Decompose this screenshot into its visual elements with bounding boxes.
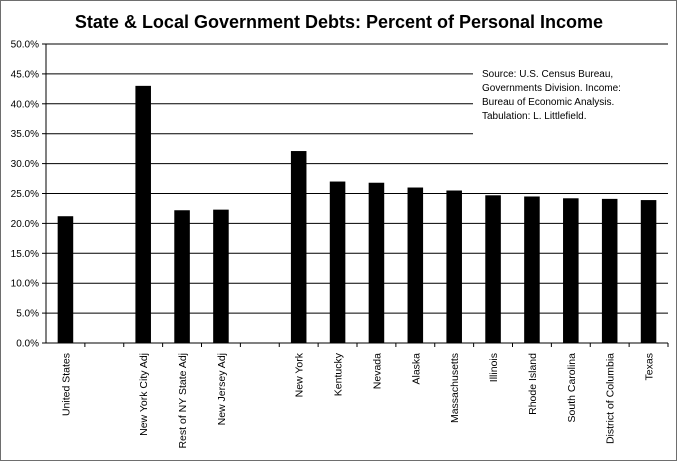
- x-category-label: Rest of NY State Adj: [177, 353, 190, 449]
- x-category-label: Alaska: [410, 353, 423, 385]
- y-tick-label: 20.0%: [10, 218, 39, 230]
- bar: [291, 151, 307, 343]
- bar: [369, 183, 385, 343]
- annotation-line: Bureau of Economic Analysis.: [482, 97, 615, 108]
- y-tick-label: 35.0%: [10, 129, 39, 141]
- x-category-label: District of Columbia: [604, 353, 617, 445]
- bar: [213, 210, 229, 343]
- x-category-label: Texas: [643, 353, 656, 381]
- y-tick-label: 40.0%: [10, 99, 39, 111]
- annotation-line: Governments Division. Income:: [482, 83, 621, 94]
- x-category-label: Massachusetts: [449, 353, 462, 424]
- y-tick-label: 50.0%: [10, 39, 39, 51]
- x-category-label: New York: [293, 353, 306, 398]
- bar: [524, 196, 540, 343]
- x-category-label: Illinois: [488, 353, 501, 383]
- bar: [563, 198, 579, 343]
- y-tick-label: 10.0%: [10, 278, 39, 290]
- y-axis-ticks: [11, 40, 46, 350]
- x-category-label: Kentucky: [332, 353, 345, 397]
- bar: [602, 199, 618, 343]
- bar: [135, 86, 151, 343]
- annotation-line: Source: U.S. Census Bureau,: [482, 69, 614, 80]
- bar: [58, 216, 74, 343]
- x-category-label: South Carolina: [565, 353, 578, 423]
- y-tick-label: 15.0%: [10, 248, 39, 260]
- y-tick-label: 30.0%: [10, 159, 39, 171]
- category-labels: [60, 343, 668, 449]
- x-category-label: New York City Adj: [138, 353, 151, 436]
- bar: [330, 182, 346, 343]
- chart-title: State & Local Government Debts: Percent of Personal Income: [74, 12, 604, 32]
- bar: [641, 200, 657, 343]
- y-tick-label: 45.0%: [10, 69, 39, 81]
- y-tick-label: 25.0%: [10, 189, 39, 200]
- x-category-label: United States: [60, 353, 73, 417]
- annotation-line: Tabulation: L. Littlefield.: [482, 111, 587, 122]
- bar: [446, 191, 462, 343]
- bar: [408, 188, 424, 343]
- x-category-label: Rhode Island: [526, 353, 539, 415]
- y-tick-label: 5.0%: [16, 308, 39, 320]
- x-category-label: Nevada: [371, 353, 384, 390]
- bar: [485, 195, 501, 343]
- bar: [174, 210, 190, 343]
- bar-chart: [1, 1, 676, 460]
- y-tick-label: 0.0%: [16, 338, 39, 350]
- x-category-label: New Jersey Adj: [215, 353, 228, 426]
